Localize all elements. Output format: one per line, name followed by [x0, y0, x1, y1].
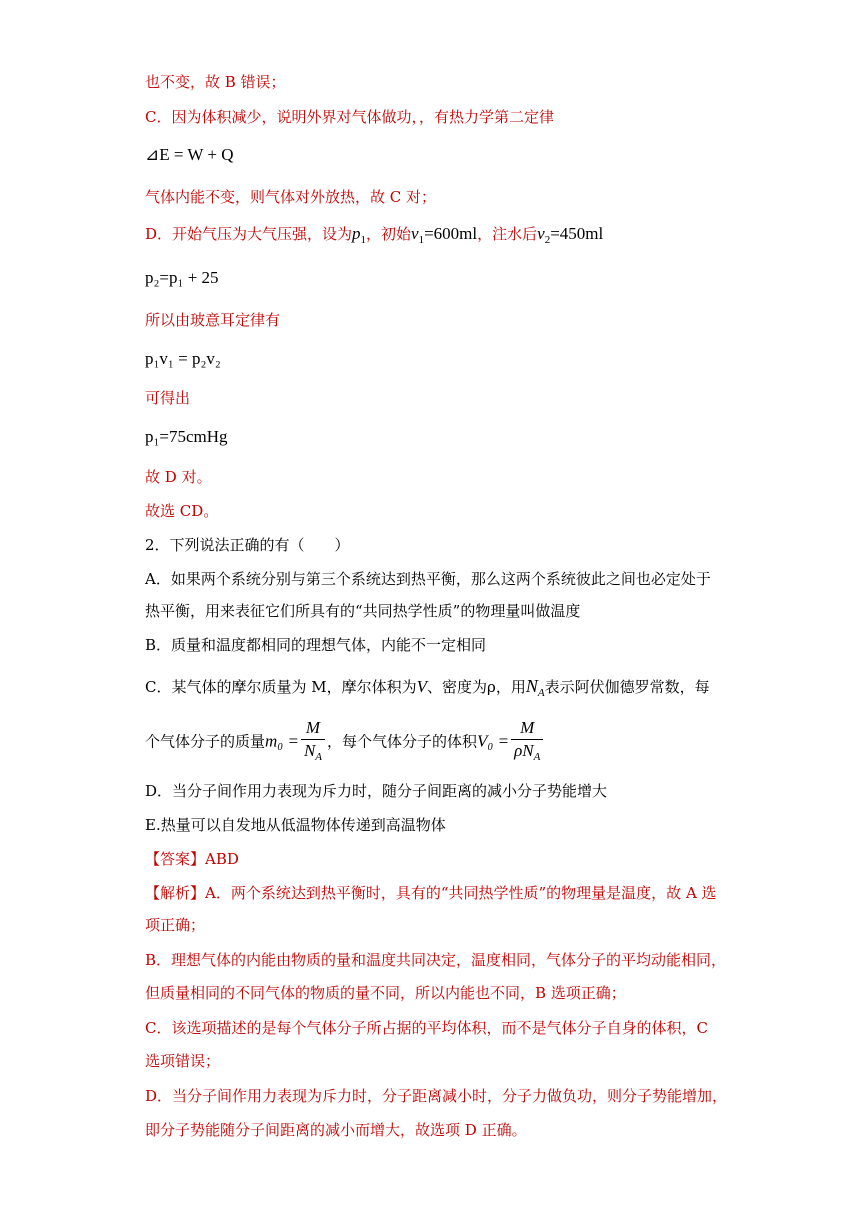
b-tail: 也不变，故 B 错误； [145, 73, 286, 91]
analysis-b-line-1: B．理想气体的内能由物质的量和温度共同决定，温度相同，气体分子的平均动能相同， [145, 951, 727, 969]
fraction-2-numerator: M [511, 717, 543, 740]
option-c-line-2 [145, 717, 545, 768]
option-c-text-2a: 个气体分子的质量 [145, 732, 266, 751]
fraction-1-denominator: $N_A$ [303, 741, 323, 763]
analysis-a-line-2: 项正确； [145, 916, 206, 934]
option-a-line-1: A．如果两个系统分别与第三个系统达到热平衡，那么这两个系统彼此之间也必定处于 [145, 570, 711, 588]
fraction-molecular-volume [511, 717, 543, 768]
d-v2-sub: 2 [544, 234, 551, 246]
analysis-b-line-2: 但质量相同的不同气体的物质的量不同，所以内能也不同，B 选项正确； [145, 984, 626, 1002]
c-intro: C．因为体积减少，说明外界对气体做功，，有热力学第二定律 [145, 108, 554, 126]
fraction-1-numerator: M [301, 717, 325, 740]
option-e: E.热量可以自发地从低温物体传递到高温物体 [145, 816, 446, 834]
d-v1: v [411, 224, 419, 243]
option-c-V0: V₀ = [477, 731, 510, 751]
option-a-line-2: 热平衡，用来表征它们所具有的“共同热学性质”的物理量叫做温度 [145, 602, 581, 620]
option-c-text-a: C．某气体的摩尔质量为 M，摩尔体积为 [145, 678, 417, 696]
answer-label: 【答案】ABD [145, 850, 239, 868]
d-correct: 故 D 对。 [145, 468, 212, 486]
choose-answer: 故选 CD。 [145, 502, 219, 520]
d-text-3: ，注水后 [477, 225, 538, 243]
d-v1-sub: 1 [418, 234, 425, 246]
d-v2-val: =450ml [550, 224, 604, 243]
analysis-d-line-2: 即分子势能随分子间距离的减小而增大，故选项 D 正确。 [145, 1121, 527, 1139]
option-c-line-1 [145, 676, 710, 703]
option-c-text-b: 、密度为ρ，用 [427, 678, 526, 696]
d-p1: p [352, 224, 361, 243]
option-c-text-2b: ，每个气体分子的体积 [327, 732, 478, 751]
analysis-c-line-2: 选项错误； [145, 1052, 221, 1070]
option-c-NA-sub: A [537, 687, 545, 699]
eq-p2: p₂=p₁ + 25 [145, 268, 219, 287]
d-v2: v [537, 224, 545, 243]
fraction-molecular-mass [301, 717, 325, 768]
option-d: D．当分子间作用力表现为斥力时，随分子间距离的减小分子势能增大 [145, 782, 608, 800]
analysis-a-line-1: 【解析】A．两个系统达到热平衡时，具有的“共同热学性质”的物理量是温度，故 A 选 [145, 884, 717, 902]
option-c-text-c: 表示阿伏伽德罗常数，每 [544, 678, 710, 696]
boyle-law-text: 所以由玻意耳定律有 [145, 311, 281, 329]
eq-boyle: p₁v₁ = p₂v₂ [145, 349, 221, 368]
d-p1-sub: 1 [360, 234, 367, 246]
option-c-m0: m₀ = [265, 731, 299, 751]
d-text-1: D．开始气压为大气压强，设为 [145, 225, 353, 243]
d-text-2: ，初始 [366, 225, 412, 243]
d-statement [145, 224, 603, 250]
fraction-2-denominator: $\rho N_A$ [514, 741, 541, 763]
option-c-NA: N [525, 676, 538, 696]
option-b: B．质量和温度都相同的理想气体，内能不一定相同 [145, 636, 487, 654]
question-2-stem: 2．下列说法正确的有（ ） [145, 536, 350, 554]
eq-result: p₁=75cmHg [145, 427, 228, 446]
derive-text: 可得出 [145, 389, 191, 407]
option-c-V: V [416, 677, 427, 696]
analysis-c-line-1: C．该选项描述的是每个气体分子所占据的平均体积，而不是气体分子自身的体积，C [145, 1019, 708, 1037]
c-conclusion: 气体内能不变，则气体对外放热，故 C 对； [145, 188, 437, 206]
c-formula: ⊿E = W + Q [145, 145, 234, 164]
d-v1-val: =600ml [424, 224, 478, 243]
analysis-d-line-1: D．当分子间作用力表现为斥力时，分子距离减小时，分子力做负功，则分子势能增加， [145, 1087, 728, 1105]
